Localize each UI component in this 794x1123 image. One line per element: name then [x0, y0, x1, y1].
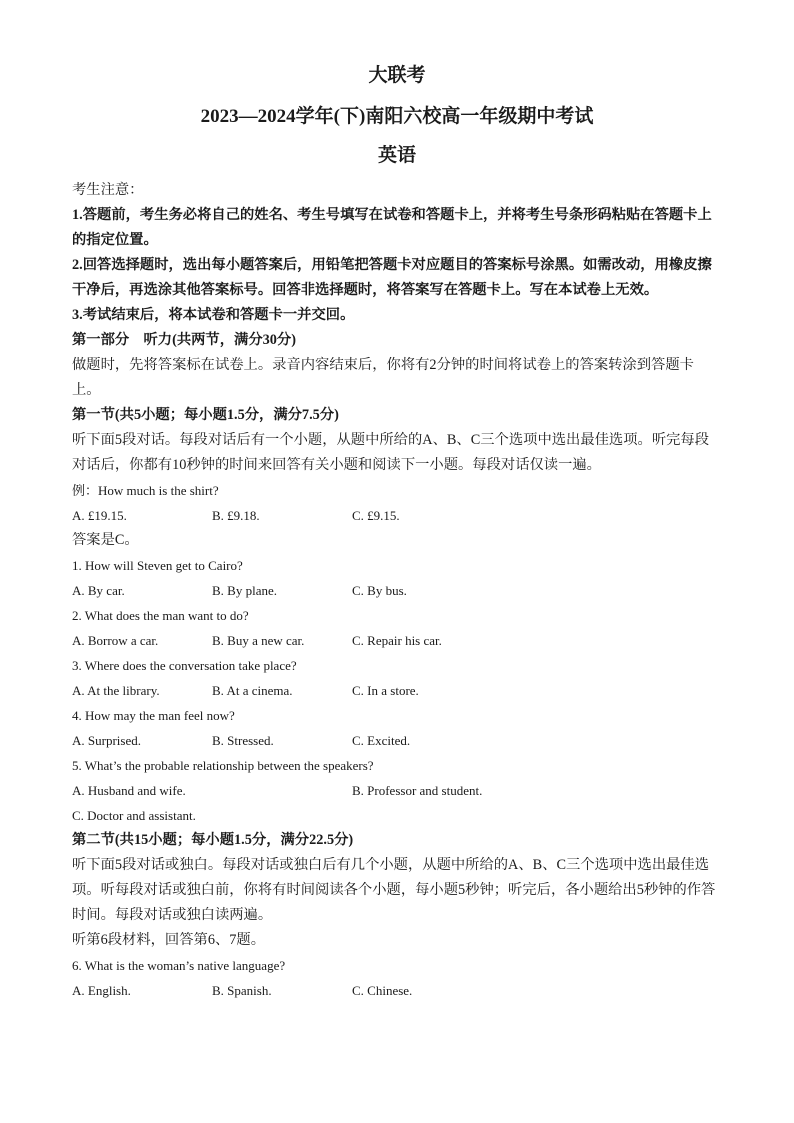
q4-option-c: C. Excited.: [352, 733, 411, 748]
section2-title: 第二节(共15小题；每小题1.5分，满分22.5分): [72, 832, 354, 848]
section2-material: 听第6段材料，回答第6、7题。: [72, 932, 266, 948]
q1-option-c: C. By bus.: [352, 583, 407, 598]
q6-option-c: C. Chinese.: [352, 983, 413, 998]
q4-option-b: B. Stressed.: [212, 733, 274, 748]
part1-title: 第一部分 听力(共两节，满分30分): [72, 332, 296, 348]
q2-option-c: C. Repair his car.: [352, 633, 442, 648]
exam-header-org: 大联考: [368, 65, 426, 86]
q1-option-b: B. By plane.: [212, 583, 277, 598]
part1-instruction: 做题时，先将答案标在试卷上。录音内容结束后，你将有2分钟的时间将试卷上的答案转涂到答题卡上。: [72, 357, 694, 398]
exam-header-subject: 英语: [377, 145, 416, 166]
example-options: [72, 503, 722, 528]
example-option-a: A. £19.15.: [72, 508, 127, 523]
example-question: 例：How much is the shirt?: [72, 483, 219, 498]
q3-option-c: C. In a store.: [352, 683, 419, 698]
notice-item-1: 1.答题前，考生务必将自己的姓名、考生号填写在试卷和答题卡上，并将考生号条形码粘贴在答题卡上的指定位置。: [72, 207, 712, 248]
q5-option-a: A. Husband and wife.: [72, 783, 186, 798]
q5-option-c: C. Doctor and assistant.: [72, 808, 196, 823]
question-5-options-row1: [72, 778, 722, 803]
section1-title: 第一节(共5小题；每小题1.5分，满分7.5分): [72, 407, 339, 423]
exam-page: [72, 62, 722, 1003]
section2-instruction: 听下面5段对话或独白。每段对话或独白后有几个小题，从题中所给的A、B、C三个选项中选出最佳选项。听每段对话或独白前，你将有时间阅读各个小题，每小题5秒钟；听完后，各小题给出5秒钟的作答时间。每段对话或独白读两遍。: [72, 857, 716, 923]
q6-option-a: A. English.: [72, 983, 131, 998]
notice-item-2: 2.回答选择题时，选出每小题答案后，用铅笔把答题卡对应题目的答案标号涂黑。如需改动，用橡皮擦干净后，再选涂其他答案标号。回答非选择题时，将答案写在答题卡上。写在本试卷上无效。: [72, 257, 712, 298]
question-2: 2. What does the man want to do?: [72, 608, 249, 623]
question-1: 1. How will Steven get to Cairo?: [72, 558, 243, 573]
question-1-options: [72, 578, 722, 603]
question-3-options: [72, 678, 722, 703]
notice-heading: 考生注意：: [72, 182, 144, 198]
section1-instruction: 听下面5段对话。每段对话后有一个小题，从题中所给的A、B、C三个选项中选出最佳选项。听完每段对话后，你都有10秒钟的时间来回答有关小题和阅读下一小题。每段对话仅读一遍。: [72, 432, 710, 473]
q4-option-a: A. Surprised.: [72, 733, 141, 748]
question-2-options: [72, 628, 722, 653]
notice-item-3: 3.考试结束后，将本试卷和答题卡一并交回。: [72, 307, 355, 323]
exam-header-title: 2023—2024学年(下)南阳六校高一年级期中考试: [200, 106, 594, 127]
question-4-options: [72, 728, 722, 753]
question-5: 5. What’s the probable relationship between the speakers?: [72, 758, 374, 773]
q6-option-b: B. Spanish.: [212, 983, 272, 998]
q5-option-b: B. Professor and student.: [352, 783, 483, 798]
question-4: 4. How may the man feel now?: [72, 708, 235, 723]
q3-option-a: A. At the library.: [72, 683, 160, 698]
q2-option-b: B. Buy a new car.: [212, 633, 305, 648]
question-3: 3. Where does the conversation take place?: [72, 658, 297, 673]
question-6-options: [72, 978, 722, 1003]
question-5-options-row2: [72, 803, 722, 828]
q1-option-a: A. By car.: [72, 583, 125, 598]
example-answer: 答案是C。: [72, 532, 139, 548]
q2-option-a: A. Borrow a car.: [72, 633, 159, 648]
example-option-c: C. £9.15.: [352, 508, 400, 523]
question-6: 6. What is the woman’s native language?: [72, 958, 286, 973]
example-option-b: B. £9.18.: [212, 508, 260, 523]
q3-option-b: B. At a cinema.: [212, 683, 293, 698]
